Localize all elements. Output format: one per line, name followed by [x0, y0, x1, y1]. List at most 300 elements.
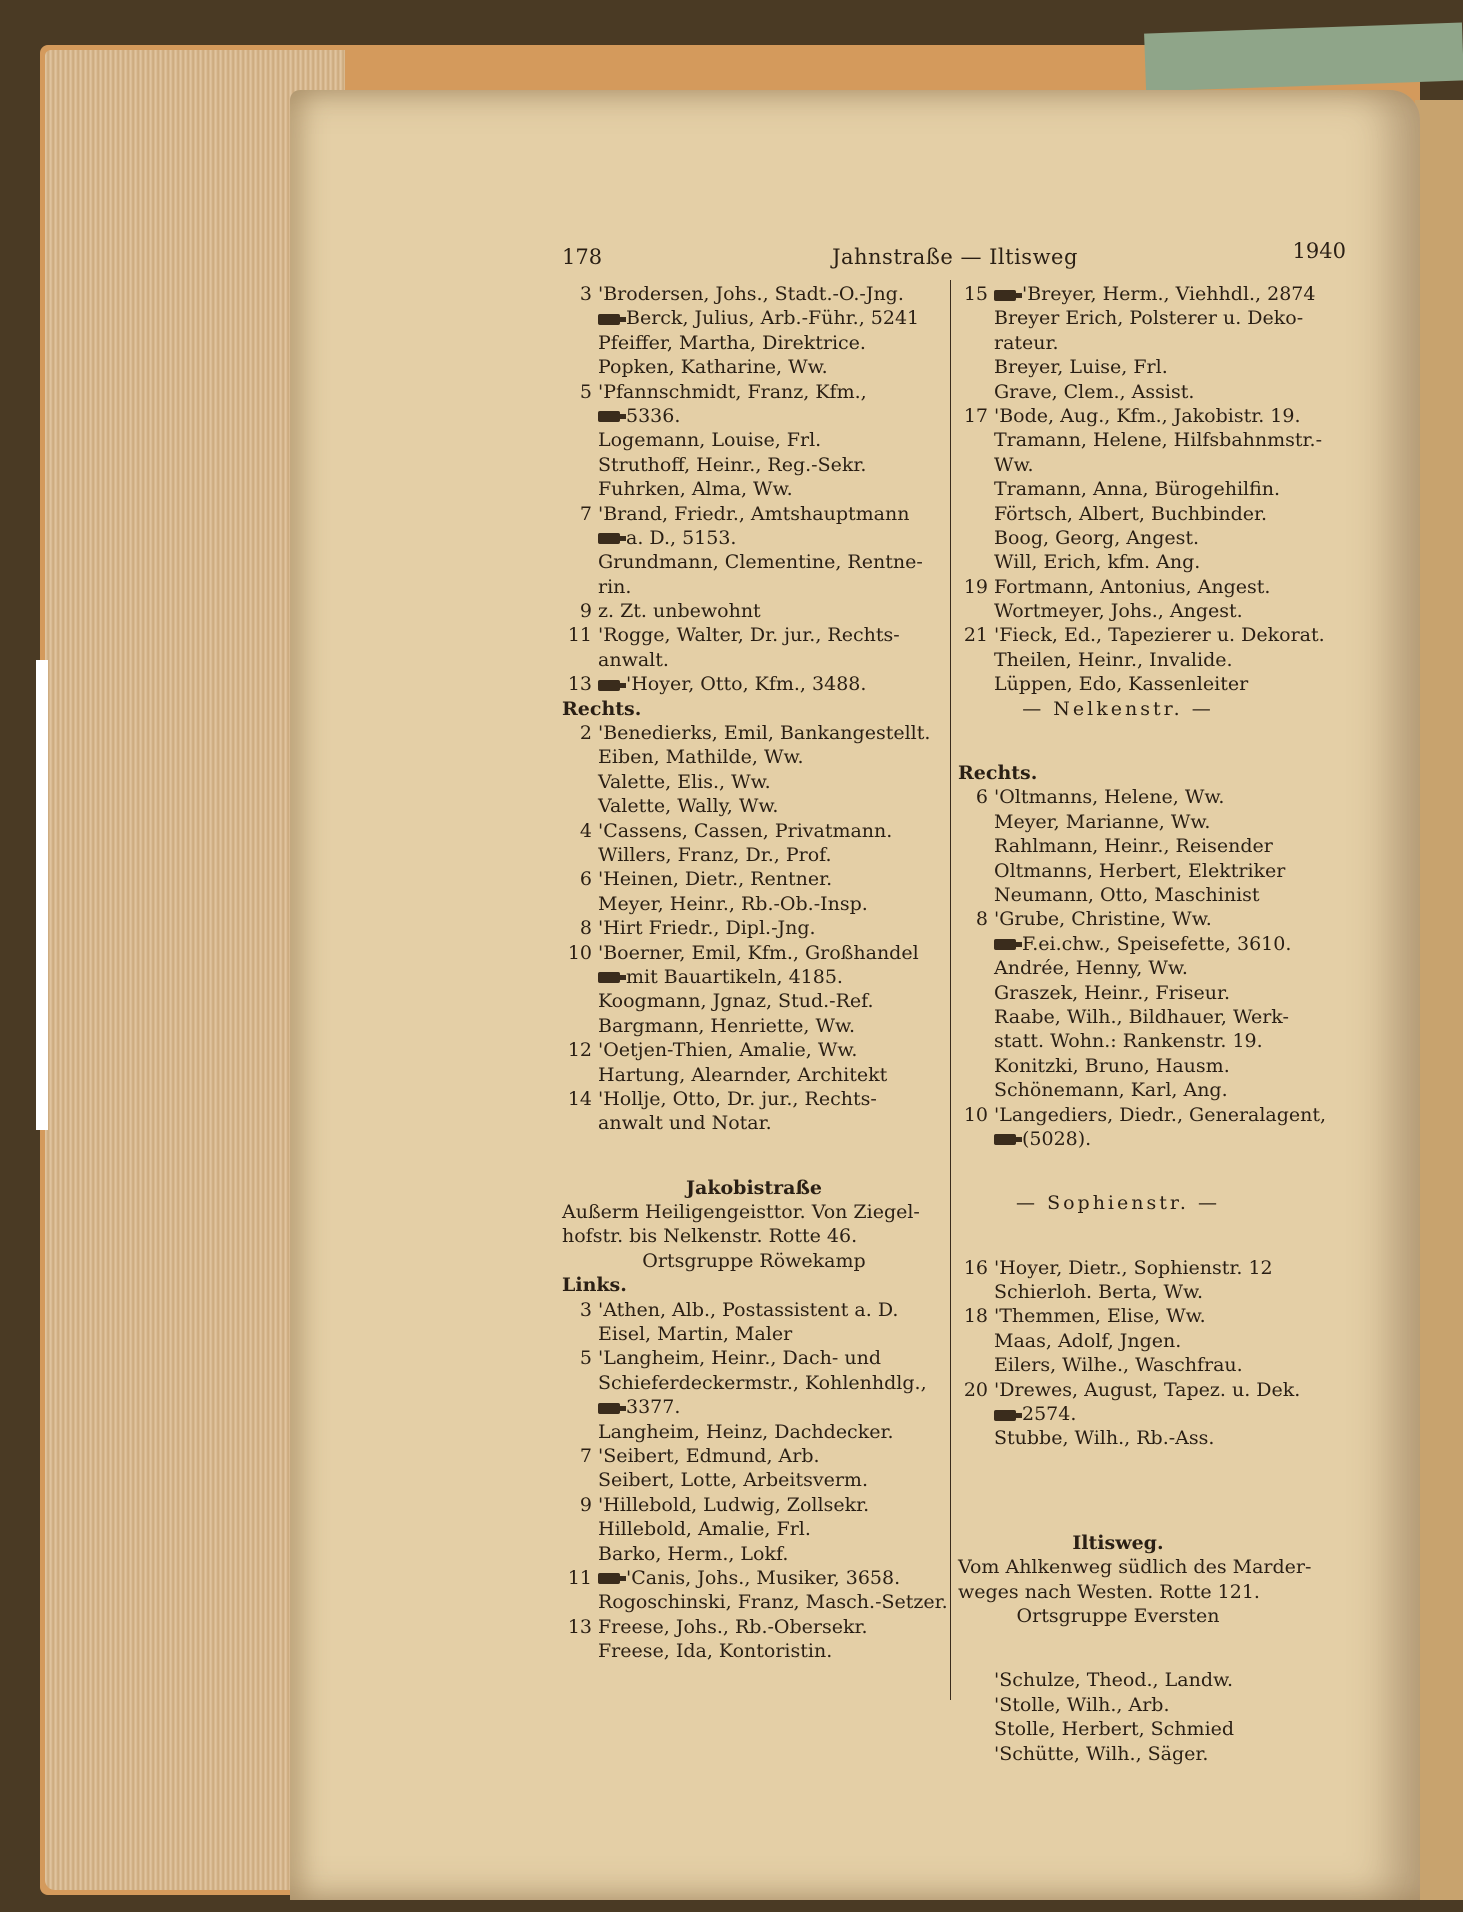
- entry-text: [598, 1640, 832, 1662]
- entry-label: Freese, Ida, Kontoristin.: [598, 1640, 833, 1663]
- entry-text: [994, 982, 1230, 1004]
- bookmark-ribbon: [1144, 22, 1463, 91]
- entry-text: [598, 1543, 788, 1565]
- directory-entry: [958, 1103, 1327, 1127]
- directory-entry: [562, 380, 946, 404]
- house-number: 10: [567, 941, 592, 964]
- entry-text: [598, 868, 832, 890]
- directory-entry: [958, 1329, 1278, 1353]
- section-heading: Links.: [562, 1274, 627, 1297]
- directory-entry: [958, 1378, 1301, 1402]
- entry-text: [598, 917, 816, 939]
- entry-text: [994, 624, 1325, 646]
- directory-entry: [562, 721, 946, 745]
- entry-label: Boog, Georg, Angest.: [994, 526, 1200, 549]
- entry-label: Struthoff, Heinr., Reg.-Sekr.: [598, 453, 867, 476]
- entry-label: statt. Wohn.: Rankenstr. 19.: [994, 1030, 1263, 1053]
- entry-text: [598, 1616, 868, 1638]
- house-number: 5: [579, 380, 592, 403]
- directory-entry: [562, 1444, 946, 1468]
- directory-entry: [958, 1402, 1278, 1426]
- directory-entry: [562, 1111, 946, 1135]
- entry-label: Popken, Katharine, Ww.: [598, 356, 828, 379]
- telephone-icon: [598, 1403, 620, 1414]
- entry-text: [994, 1718, 1234, 1740]
- entry-label: z. Zt. unbewohnt: [598, 600, 761, 623]
- directory-entry: [958, 932, 1292, 956]
- entry-text: [994, 381, 1194, 403]
- entry-label: Meyer, Marianne, Ww.: [994, 810, 1211, 833]
- house-number: 15: [963, 283, 988, 305]
- entry-label: 'Brand, Friedr., Amtshauptmann: [598, 502, 910, 525]
- street-description: hofstr. bis Nelkenstr. Rotte 46.: [562, 1225, 858, 1248]
- entry-text: [598, 1299, 898, 1321]
- entry-label: Meyer, Heinr., Rb.-Ob.-Insp.: [598, 892, 868, 915]
- entry-label: 'Heinen, Dietr., Rentner.: [598, 868, 833, 891]
- directory-entry: [562, 867, 946, 891]
- entry-text: [994, 356, 1168, 378]
- spacer: [958, 1491, 1278, 1531]
- directory-entry: [562, 1322, 946, 1346]
- running-title: Jahnstraße — Iltisweg: [832, 245, 1078, 269]
- directory-entry: [562, 916, 946, 940]
- entry-text: [994, 1669, 1233, 1691]
- house-number: 16: [963, 1256, 988, 1279]
- directory-entry: [562, 1014, 946, 1038]
- directory-entry: [958, 956, 1278, 980]
- directory-entry: [562, 1420, 946, 1444]
- entry-text: [598, 942, 919, 964]
- entry-text: [598, 1015, 855, 1037]
- directory-entry: [562, 404, 946, 428]
- section-heading: Rechts.: [562, 697, 642, 720]
- street-description: Außerm Heiligengeisttor. Von Ziegel-: [562, 1201, 920, 1224]
- entry-label: Grave, Clem., Assist.: [994, 380, 1195, 403]
- directory-entry: [562, 843, 946, 867]
- directory-entry: [562, 648, 946, 672]
- entry-text: [598, 649, 669, 671]
- entry-text: [994, 478, 1280, 500]
- directory-entry: [562, 794, 946, 818]
- entry-text: [994, 1427, 1214, 1449]
- directory-entry: [958, 1005, 1289, 1029]
- directory-entry: [958, 404, 1301, 428]
- directory-entry: [958, 907, 1278, 931]
- entry-text: [994, 454, 1034, 476]
- entry-text: [994, 576, 1270, 598]
- entry-text: [994, 811, 1210, 833]
- directory-entry: [562, 331, 946, 355]
- telephone-icon: [994, 1134, 1016, 1145]
- house-number: 20: [963, 1378, 988, 1401]
- entry-text: [994, 283, 1316, 305]
- directory-entry: [562, 892, 946, 916]
- directory-entry: [958, 981, 1278, 1005]
- column-divider: [950, 280, 951, 1700]
- entry-text: [598, 1112, 772, 1134]
- directory-entry: [958, 453, 1278, 477]
- entry-text: [994, 1055, 1230, 1077]
- entry-label: mit Bauartikeln, 4185.: [626, 965, 843, 988]
- directory-entry: [958, 1078, 1278, 1102]
- entry-label: 5336.: [626, 404, 681, 427]
- directory-entry: [958, 1304, 1278, 1328]
- entry-text: [598, 1518, 811, 1540]
- entry-label: 'Benedierks, Emil, Bankangestellt.: [598, 722, 931, 745]
- entry-text: [994, 1379, 1300, 1401]
- entry-text: [598, 820, 892, 842]
- spacer: [958, 1151, 1278, 1191]
- entry-label: Fuhrken, Alma, Ww.: [598, 478, 793, 501]
- entry-text: [598, 551, 923, 573]
- house-number: 14: [567, 1087, 592, 1110]
- house-number: 19: [963, 575, 988, 598]
- entry-text: [994, 786, 1224, 808]
- entry-text: [598, 673, 866, 695]
- directory-entry: [958, 575, 1278, 599]
- telephone-icon: [598, 680, 620, 691]
- entry-label: Langheim, Heinz, Dachdecker.: [598, 1420, 894, 1443]
- street-description: weges nach Westen. Rotte 121.: [958, 1580, 1260, 1603]
- year-label: 1940: [1292, 239, 1346, 263]
- entry-label: Graszek, Heinr., Friseur.: [994, 981, 1231, 1004]
- entry-label: 'Bode, Aug., Kfm., Jakobistr. 19.: [994, 404, 1301, 427]
- entry-text: [598, 1064, 887, 1086]
- entry-label: Andrée, Henny, Ww.: [994, 957, 1188, 980]
- directory-entry: [958, 1742, 1278, 1766]
- entry-label: Will, Erich, kfm. Ang.: [994, 551, 1201, 574]
- entry-text: [994, 860, 1285, 882]
- entry-label: Rahlmann, Heinr., Reisender: [994, 835, 1273, 858]
- directory-entry: [958, 282, 1316, 306]
- directory-entry: [562, 550, 946, 574]
- street-heading: Jakobistraße: [686, 1176, 822, 1199]
- page-header: [560, 239, 1350, 275]
- entry-text: [994, 503, 1267, 525]
- entry-label: Rogoschinski, Franz, Masch.-Setzer.: [598, 1591, 948, 1614]
- entry-text: [598, 893, 868, 915]
- entry-label: 'Rogge, Walter, Dr. jur., Rechts-: [598, 624, 900, 647]
- directory-entry: [958, 1029, 1278, 1053]
- entry-label: Bargmann, Henriette, Ww.: [598, 1014, 856, 1037]
- directory-entry: [562, 1517, 946, 1541]
- directory-entry: [562, 745, 946, 769]
- house-number: 21: [963, 624, 988, 647]
- entry-text: [598, 429, 821, 451]
- directory-entry: [562, 1542, 946, 1566]
- house-number: 8: [579, 917, 592, 940]
- entry-text: [994, 429, 1322, 451]
- entry-label: 'Canis, Johs., Musiker, 3658.: [626, 1566, 901, 1589]
- entry-label: Oltmanns, Herbert, Elektriker: [994, 859, 1286, 882]
- entry-label: 'Oltmanns, Helene, Ww.: [994, 786, 1225, 809]
- directory-entry: [562, 599, 946, 623]
- directory-entry: [562, 1493, 946, 1517]
- entry-label: 'Hoyer, Otto, Kfm., 3488.: [626, 673, 867, 696]
- house-number: 9: [579, 1493, 592, 1516]
- entry-text: [994, 1403, 1076, 1425]
- directory-entry: [958, 883, 1278, 907]
- directory-entry: [958, 477, 1281, 501]
- entry-text: [598, 405, 680, 427]
- entry-text: [598, 1567, 900, 1589]
- directory-entry: [958, 672, 1278, 696]
- directory-entry: [562, 502, 946, 526]
- directory-entry: [562, 526, 946, 550]
- house-number: 17: [963, 404, 988, 427]
- house-number: 2: [579, 722, 592, 745]
- spacer: [562, 1136, 946, 1176]
- entry-text: [994, 307, 1303, 329]
- street-heading: Iltisweg.: [1072, 1531, 1164, 1554]
- entry-label: Fortmann, Antonius, Angest.: [994, 575, 1271, 598]
- directory-entry: [958, 1668, 1278, 1692]
- directory-entry: [562, 623, 946, 647]
- entry-text: [598, 356, 828, 378]
- entry-text: [994, 957, 1188, 979]
- entry-text: [994, 933, 1291, 955]
- entry-text: [598, 722, 930, 744]
- entry-label: 'Boerner, Emil, Kfm., Großhandel: [598, 941, 919, 964]
- house-number: 11: [567, 624, 592, 647]
- entry-label: (5028).: [1022, 1127, 1092, 1150]
- spacer: [958, 1216, 1278, 1256]
- entry-label: Barko, Herm., Lokf.: [598, 1542, 789, 1565]
- entry-label: a. D., 5153.: [626, 526, 737, 549]
- entry-text: [994, 1354, 1243, 1376]
- entry-text: [994, 1030, 1263, 1052]
- entry-label: 'Seibert, Edmund, Arb.: [598, 1444, 820, 1467]
- entry-label: Seibert, Lotte, Arbeitsverm.: [598, 1469, 868, 1492]
- left-column: [562, 282, 946, 1663]
- directory-entry: [562, 453, 946, 477]
- entry-label: Theilen, Heinr., Invalide.: [994, 648, 1233, 671]
- directory-entry: [562, 282, 946, 306]
- directory-entry: [562, 1395, 946, 1419]
- directory-entry: [562, 1346, 946, 1370]
- directory-entry: [958, 785, 1278, 809]
- entry-label: Breyer Erich, Polsterer u. Deko-: [994, 307, 1304, 330]
- directory-entry: [958, 1693, 1278, 1717]
- house-number: 6: [579, 868, 592, 891]
- entry-label: 'Grube, Christine, Ww.: [994, 908, 1212, 931]
- directory-entry: [562, 1566, 946, 1590]
- directory-entry: [562, 1371, 946, 1395]
- entry-text: [994, 1006, 1289, 1028]
- directory-entry: [958, 502, 1278, 526]
- entry-label: Logemann, Louise, Frl.: [598, 429, 822, 452]
- telephone-icon: [598, 533, 620, 544]
- entry-text: [994, 1330, 1181, 1352]
- entry-text: [994, 1257, 1273, 1279]
- entry-label: 'Oetjen-Thien, Amalie, Ww.: [598, 1039, 858, 1062]
- directory-entry: [562, 1038, 946, 1062]
- entry-text: [994, 1743, 1208, 1765]
- directory-entry: [958, 623, 1325, 647]
- entry-label: 'Hollje, Otto, Dr. jur., Rechts-: [598, 1087, 877, 1110]
- entry-text: [598, 381, 867, 403]
- entry-label: Willers, Franz, Dr., Prof.: [598, 843, 832, 866]
- entry-text: [598, 624, 900, 646]
- house-number: 13: [567, 673, 592, 696]
- house-number: 6: [975, 786, 988, 809]
- spacer: [958, 1628, 1278, 1668]
- centered-note: — Nelkenstr. —: [1022, 697, 1214, 720]
- entry-text: [994, 1079, 1228, 1101]
- entry-label: Eisel, Martin, Maler: [598, 1323, 793, 1346]
- entry-text: [598, 1396, 680, 1418]
- entry-label: 'Pfannschmidt, Franz, Kfm.,: [598, 380, 867, 403]
- scan-marker: [36, 660, 48, 1130]
- entry-label: 'Themmen, Elise, Ww.: [994, 1305, 1206, 1328]
- entry-text: [598, 990, 874, 1012]
- directory-entry: [958, 1054, 1278, 1078]
- entry-label: Tramann, Helene, Hilfsbahnmstr.-: [994, 429, 1323, 452]
- centered-note: Ortsgruppe Eversten: [1016, 1604, 1220, 1627]
- entry-text: [598, 576, 631, 598]
- directory-entry: [958, 428, 1323, 452]
- entry-text: [994, 551, 1200, 573]
- entry-text: [994, 600, 1243, 622]
- telephone-icon: [994, 1410, 1016, 1421]
- entry-label: 'Langheim, Heinr., Dach- und: [598, 1347, 881, 1370]
- directory-entry: [958, 1256, 1278, 1280]
- entry-label: Lüppen, Edo, Kassenleiter: [994, 673, 1249, 696]
- entry-text: [598, 332, 866, 354]
- entry-label: anwalt.: [598, 648, 669, 671]
- entry-text: [994, 673, 1248, 695]
- house-number: 3: [579, 283, 592, 305]
- entry-label: Stubbe, Wilh., Rb.-Ass.: [994, 1427, 1215, 1450]
- entry-label: 'Drewes, August, Tapez. u. Dek.: [994, 1378, 1301, 1401]
- directory-entry: [562, 941, 946, 965]
- directory-entry: [562, 306, 946, 330]
- entry-text: [598, 746, 804, 768]
- directory-entry: [562, 672, 946, 696]
- directory-entry: [562, 1615, 946, 1639]
- entry-text: [994, 884, 1260, 906]
- directory-entry: [958, 306, 1304, 330]
- house-number: 3: [579, 1298, 592, 1321]
- entry-text: [598, 1088, 877, 1110]
- entry-label: Schierloh. Berta, Ww.: [994, 1281, 1204, 1304]
- entry-label: 'Schulze, Theod., Landw.: [994, 1669, 1234, 1692]
- house-number: 8: [975, 908, 988, 931]
- entry-text: [598, 454, 866, 476]
- entry-label: Hartung, Alearnder, Architekt: [598, 1063, 888, 1086]
- house-number: 5: [579, 1347, 592, 1370]
- telephone-icon: [598, 972, 620, 983]
- directory-entry: [562, 1063, 946, 1087]
- directory-entry: [562, 1590, 946, 1614]
- entry-label: rin.: [598, 575, 632, 598]
- entry-text: [598, 771, 771, 793]
- house-number: 7: [579, 1444, 592, 1467]
- entry-label: Tramann, Anna, Bürogehilfin.: [994, 478, 1281, 501]
- directory-entry: [562, 965, 946, 989]
- directory-entry: [958, 380, 1278, 404]
- directory-entry: [958, 810, 1278, 834]
- entry-label: 2574.: [1022, 1403, 1077, 1426]
- directory-entry: [562, 1468, 946, 1492]
- entry-text: [994, 1694, 1170, 1716]
- entry-label: Raabe, Wilh., Bildhauer, Werk-: [994, 1005, 1289, 1028]
- entry-label: anwalt und Notar.: [598, 1112, 772, 1135]
- entry-label: Eilers, Wilhe., Waschfrau.: [994, 1354, 1243, 1377]
- entry-label: Pfeiffer, Martha, Direktrice.: [598, 331, 866, 354]
- facing-page-edge: [1415, 100, 1463, 1900]
- directory-entry: [562, 1639, 946, 1663]
- entry-text: [994, 405, 1301, 427]
- entry-label: F.ei.chw., Speisefette, 3610.: [1022, 932, 1292, 955]
- centered-note: — Sophienstr. —: [1016, 1192, 1220, 1215]
- telephone-icon: [598, 1573, 620, 1584]
- directory-entry: [958, 599, 1278, 623]
- entry-label: Konitzki, Bruno, Hausm.: [994, 1054, 1230, 1077]
- entry-text: [994, 649, 1233, 671]
- telephone-icon: [598, 314, 620, 325]
- entry-label: Freese, Johs., Rb.-Obersekr.: [598, 1615, 868, 1638]
- entry-label: Valette, Wally, Ww.: [598, 795, 779, 818]
- entry-text: [598, 527, 736, 549]
- entry-text: [994, 1128, 1091, 1150]
- section-heading: Rechts.: [958, 762, 1038, 785]
- entry-text: [598, 503, 909, 525]
- entry-label: 'Hillebold, Ludwig, Zollsekr.: [598, 1493, 870, 1516]
- directory-entry: [562, 428, 946, 452]
- entry-label: 'Fieck, Ed., Tapezierer u. Dekorat.: [994, 624, 1325, 647]
- entry-text: [598, 966, 843, 988]
- entry-label: Eiben, Mathilde, Ww.: [598, 746, 804, 769]
- directory-entry: [958, 550, 1278, 574]
- directory-entry: [958, 859, 1286, 883]
- directory-entry: [958, 1127, 1278, 1151]
- directory-entry: [562, 770, 946, 794]
- entry-label: 'Stolle, Wilh., Arb.: [994, 1693, 1170, 1716]
- house-number: 11: [567, 1566, 592, 1589]
- telephone-icon: [598, 411, 620, 422]
- directory-entry: [958, 1280, 1278, 1304]
- entry-label: Valette, Elis., Ww.: [598, 770, 771, 793]
- entry-label: Stolle, Herbert, Schmied: [994, 1718, 1235, 1741]
- directory-entry: [958, 526, 1278, 550]
- entry-text: [994, 332, 1059, 354]
- entry-text: [598, 1372, 927, 1394]
- spacer: [958, 1451, 1278, 1491]
- entry-text: [598, 795, 778, 817]
- house-number: 9: [579, 600, 592, 623]
- entry-label: 'Athen, Alb., Postassistent a. D.: [598, 1298, 899, 1321]
- entry-label: Wortmeyer, Johs., Angest.: [994, 600, 1243, 623]
- entry-text: [598, 1445, 820, 1467]
- telephone-icon: [994, 939, 1016, 950]
- entry-label: Breyer, Luise, Frl.: [994, 356, 1168, 379]
- entry-label: Schönemann, Karl, Ang.: [994, 1079, 1228, 1102]
- directory-entry: [958, 648, 1278, 672]
- directory-entry: [562, 1087, 946, 1111]
- entry-text: [994, 527, 1199, 549]
- spacer: [958, 721, 1278, 761]
- entry-text: [598, 478, 793, 500]
- entry-label: Berck, Julius, Arb.-Führ., 5241: [626, 307, 920, 330]
- entry-text: [994, 1305, 1206, 1327]
- entry-text: [994, 1281, 1203, 1303]
- entry-label: 3377.: [626, 1396, 681, 1419]
- entry-label: 'Langediers, Diedr., Generalagent,: [994, 1103, 1327, 1126]
- directory-entry: [958, 331, 1278, 355]
- house-number: 7: [579, 502, 592, 525]
- entry-text: [598, 600, 761, 622]
